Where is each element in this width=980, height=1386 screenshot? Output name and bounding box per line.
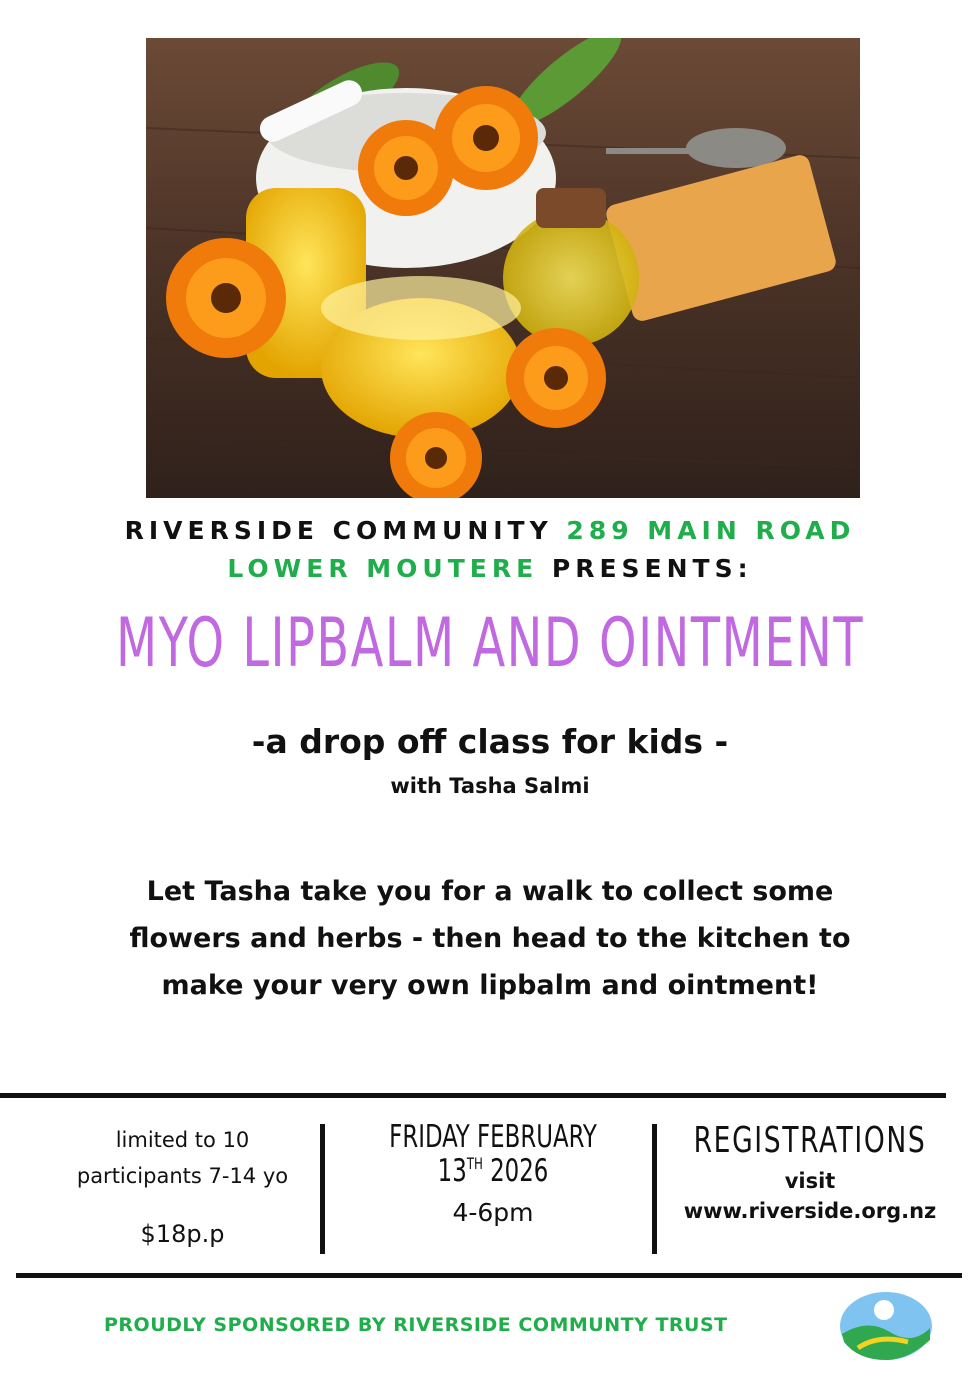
price: $18p.p [140,1220,225,1248]
column-divider-2 [652,1124,657,1254]
presents-word: PRESENTS: [551,554,753,583]
event-time: 4-6pm [452,1198,534,1227]
column-divider-1 [320,1124,325,1254]
event-title: MYO LIPBALM AND OINTMENT [115,604,865,683]
date-line-1: FRIDAY FEBRUARY [389,1119,597,1155]
divider-top [0,1093,946,1098]
org-name: RIVERSIDE COMMUNITY [124,516,553,545]
date-info [333,1120,653,1227]
presenter-line-2 [0,554,980,583]
registration-url[interactable]: www.riverside.org.nz [683,1199,937,1223]
limit-line-1: limited to 10 [115,1128,250,1152]
participants-info [40,1122,325,1252]
date-year: 2026 [490,1153,549,1189]
registrations-heading: REGISTRATIONS [693,1120,927,1161]
riverside-logo [838,1290,934,1362]
date-suffix: TH [466,1154,483,1173]
date-line-2 [362,1154,624,1188]
limit-line-2: participants 7-14 yo [76,1164,289,1188]
sponsor-line: PROUDLY SPONSORED BY RIVERSIDE COMMUNTY TRUST [104,1314,728,1336]
divider-bottom [16,1273,962,1278]
visit-label: visit [784,1169,836,1193]
presenter-line-1 [0,516,980,545]
registration-info [662,1120,958,1223]
date-day: 13 [437,1153,467,1189]
event-description: Let Tasha take you for a walk to collect some flowers and herbs - then head to the kitchen to make your very own lipbalm and ointment! [129,876,851,1001]
date-text [362,1120,624,1188]
hero-photo [146,38,860,498]
address-line-2: LOWER MOUTERE [227,554,539,583]
tutor-name: with Tasha Salmi [390,774,590,798]
event-subtitle: -a drop off class for kids - [251,722,729,761]
address-line-1: 289 MAIN ROAD [566,516,856,545]
